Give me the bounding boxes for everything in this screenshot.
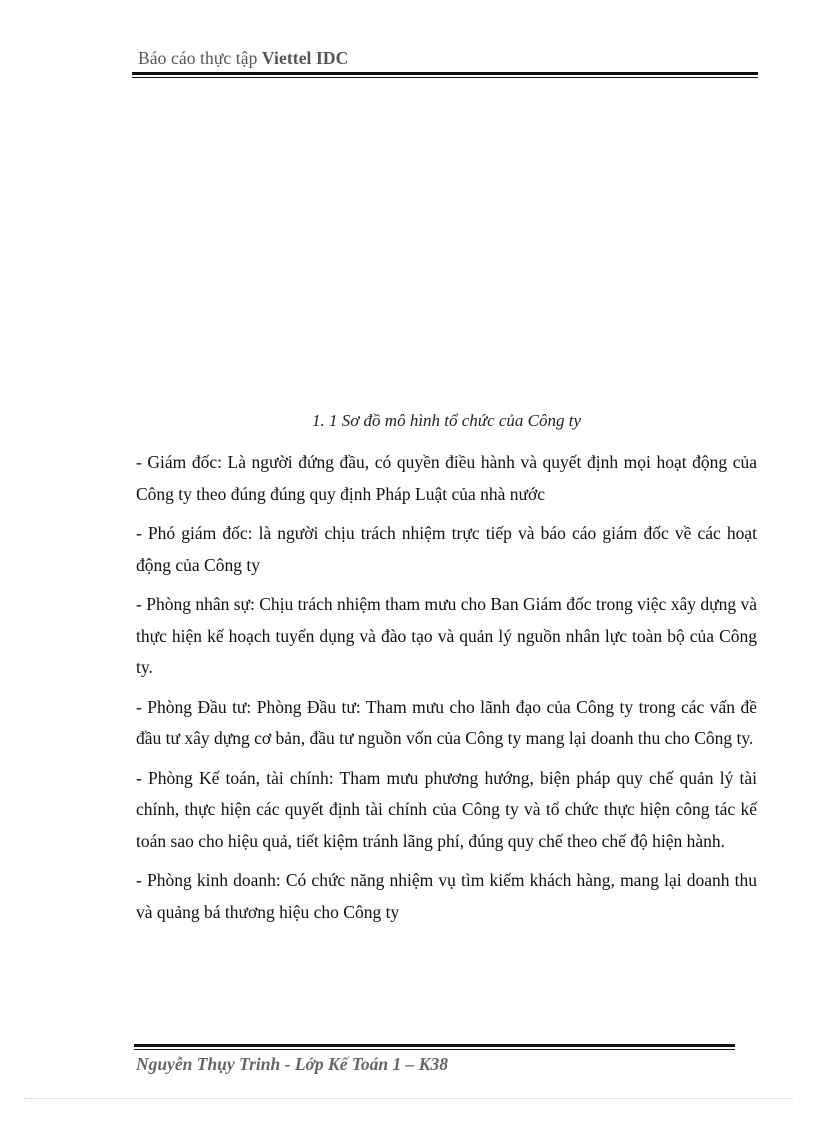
page-header [138,48,348,69]
paragraph-phong-dau-tu: - Phòng Đầu tư: Phòng Đầu tư: Tham mưu cho lãnh đạo của Công ty trong các vấn đề đầu tư xây dựng cơ bản, đầu tư nguồn vốn của Công ty mang lại doanh thu cho Công ty. [136,696,757,748]
header-prefix: Báo cáo thực tập [138,48,262,68]
header-rule-thick [132,72,758,75]
page-edge-dotted [24,1098,794,1099]
paragraph-phong-ke-toan: - Phòng Kế toán, tài chính: Tham mưu phương hướng, biện pháp quy chế quản lý tài chính, thực hiện các quyết định tài chính của Công ty và tổ chức thực hiện công tác kế toán sao cho hiệu quả, tiết kiệm tránh lãng phí, đúng quy chế theo chế độ hiện hành. [136,767,757,851]
header-rule-thin [132,77,758,78]
paragraph-giam-doc: - Giám đốc: Là người đứng đầu, có quyền điều hành và quyết định mọi hoạt động của Công ty theo đúng đúng quy định Pháp Luật của nhà nước [136,452,757,504]
body-content [136,447,757,936]
footer-rule-thick [134,1044,735,1047]
paragraph-pho-giam-doc: - Phó giám đốc: là người chịu trách nhiệm trực tiếp và báo cáo giám đốc về các hoạt động của Công ty [136,523,757,575]
footer-rule-thin [134,1049,735,1050]
page-footer: Nguyễn Thụy Trinh - Lớp Kế Toán 1 – K38 [136,1054,448,1074]
header-brand: Viettel IDC [261,48,349,68]
figure-caption: 1. 1 Sơ đồ mô hình tổ chức của Công ty [311,411,582,430]
paragraph-phong-kinh-doanh: - Phòng kinh doanh: Có chức năng nhiệm vụ tìm kiếm khách hàng, mang lại doanh thu và quảng bá thương hiệu cho Công ty [136,870,757,922]
paragraph-phong-nhan-su: - Phòng nhân sự: Chịu trách nhiệm tham mưu cho Ban Giám đốc trong việc xây dựng và thực hiện kế hoạch tuyển dụng và đào tạo và quản lý nguồn nhân lực toàn bộ của Công ty. [136,594,757,677]
